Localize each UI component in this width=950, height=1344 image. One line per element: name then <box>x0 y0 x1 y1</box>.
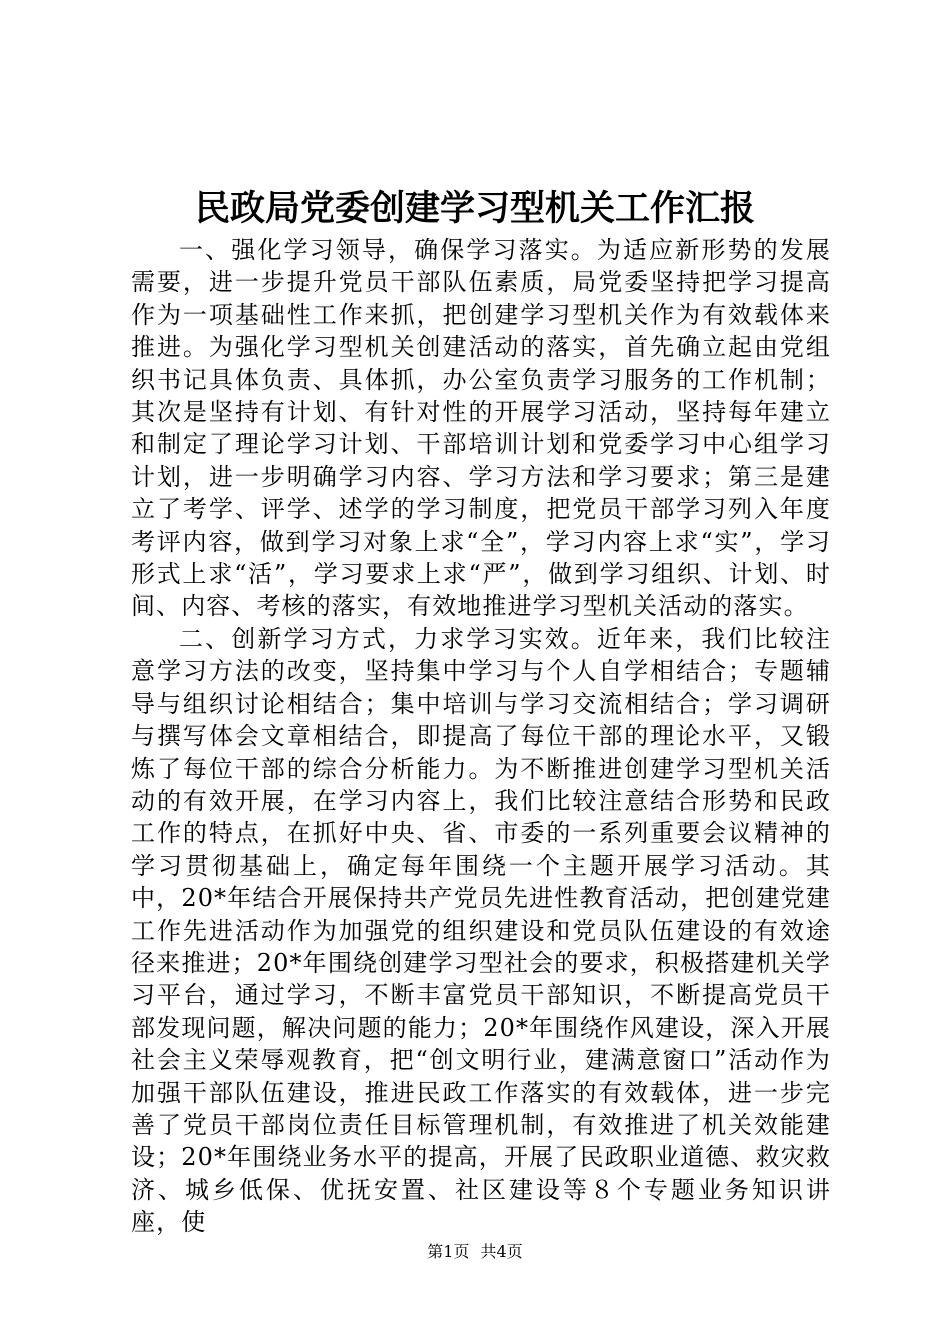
document-title: 民政局党委创建学习型机关工作汇报 <box>194 188 755 229</box>
document-body <box>131 234 831 1239</box>
paragraph-1: 一、强化学习领导，确保学习落实。为适应新形势的发展需要，进一步提升党员干部队伍素质，局党委坚持把学习提高作为一项基础性工作来抓，把创建学习型机关作为有效载体来推进。为强化学习型机关创建活动的落实，首先确立起由党组织书记具体负责、具体抓，办公室负责学习服务的工作机制；其次是坚持有计划、有针对性的开展学习活动，坚持每年建立和制定了理论学习计划、干部培训计划和党委学习中心组学习计划，进一步明确学习内容、学习方法和学习要求；第三是建立了考学、评学、述学的学习制度，把党员干部学习列入年度考评内容，做到学习对象上求“全”，学习内容上求“实”，学习形式上求“活”，学习要求上求“严”，做到学习组织、计划、时间、内容、考核的落实，有效地推进学习型机关活动的落实。 <box>131 236 831 621</box>
page-number: 第1页 <box>427 1242 470 1261</box>
page-count: 共4页 <box>480 1242 523 1261</box>
page-footer <box>0 1241 950 1263</box>
paragraph-2: 二、创新学习方式，力求学习实效。近年来，我们比较注意学习方法的改变，坚持集中学习与个人自学相结合；专题辅导与组织讨论相结合；集中培训与学习交流相结合；学习调研与撰写体会文章相结合，即提高了每位干部的理论水平，又锻炼了每位干部的综合分析能力。为不断推进创建学习型机关活动的有效开展，在学习内容上，我们比较注意结合形势和民政工作的特点，在抓好中央、省、市委的一系列重要会议精神的学习贯彻基础上，确定每年围绕一个主题开展学习活动。其中，20*年结合开展保持共产党员先进性教育活动，把创建党建工作先进活动作为加强党的组织建设和党员队伍建设的有效途径来推进；20*年围绕创建学习型社会的要求，积极搭建机关学习平台，通过学习，不断丰富党员干部知识，不断提高党员干部发现问题，解决问题的能力；20*年围绕作风建设，深入开展社会主义荣辱观教育，把“创文明行业，建满意窗口”活动作为加强干部队伍建设，推进民政工作落实的有效载体，进一步完善了党员干部岗位责任目标管理机制，有效推进了机关效能建设；20*年围绕业务水平的提高，开展了民政职业道德、救灾救济、城乡低保、优抚安置、社区建设等８个专题业务知识讲座，使 <box>131 624 831 1237</box>
